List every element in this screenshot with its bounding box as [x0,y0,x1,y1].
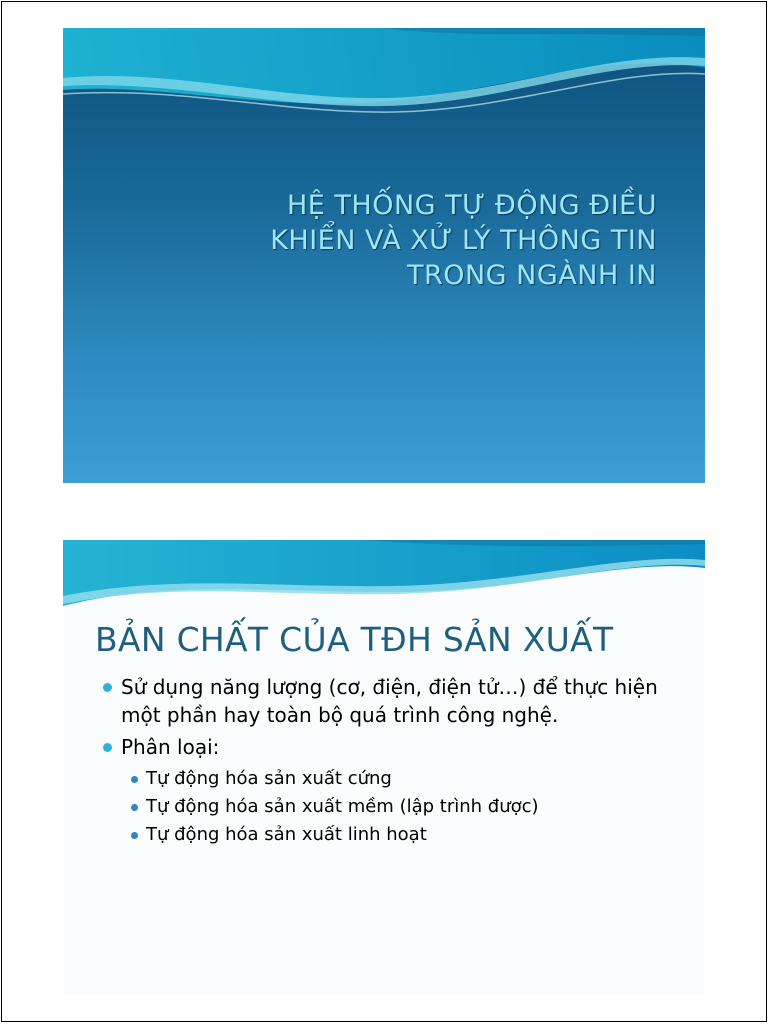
sub-list-item [101,765,691,793]
header-wave-decoration [63,28,705,148]
bullet-icon [103,743,112,752]
slide-heading: BẢN CHẤT CỦA TĐH SẢN XUẤT [95,620,614,659]
sub-list-item [101,821,691,849]
sub-bullet-icon [131,804,138,811]
sub-bullet-text: Tự động hóa sản xuất linh hoạt [146,824,427,845]
list-item [101,673,691,729]
bullet-list [101,673,691,849]
title-slide [63,28,705,483]
sub-list-item [101,793,691,821]
bullet-text: Sử dụng năng lượng (cơ, điện, điện tử…) để thực hiện một phần hay toàn bộ quá trình công nghệ. [121,675,658,727]
bullet-text: Phân loại: [121,735,220,759]
bullet-icon [103,683,112,692]
sub-bullet-text: Tự động hóa sản xuất cứng [146,768,392,789]
sub-bullet-text: Tự động hóa sản xuất mềm (lập trình được) [146,796,539,817]
header-wave-decoration [63,540,705,620]
content-slide [63,540,705,995]
sub-bullet-icon [131,832,138,839]
sub-bullet-icon [131,776,138,783]
list-item [101,733,691,761]
slide-title: HỆ THỐNG TỰ ĐỘNG ĐIỀU KHIỂN VÀ XỬ LÝ THÔNG TIN TRONG NGÀNH IN [270,190,657,291]
